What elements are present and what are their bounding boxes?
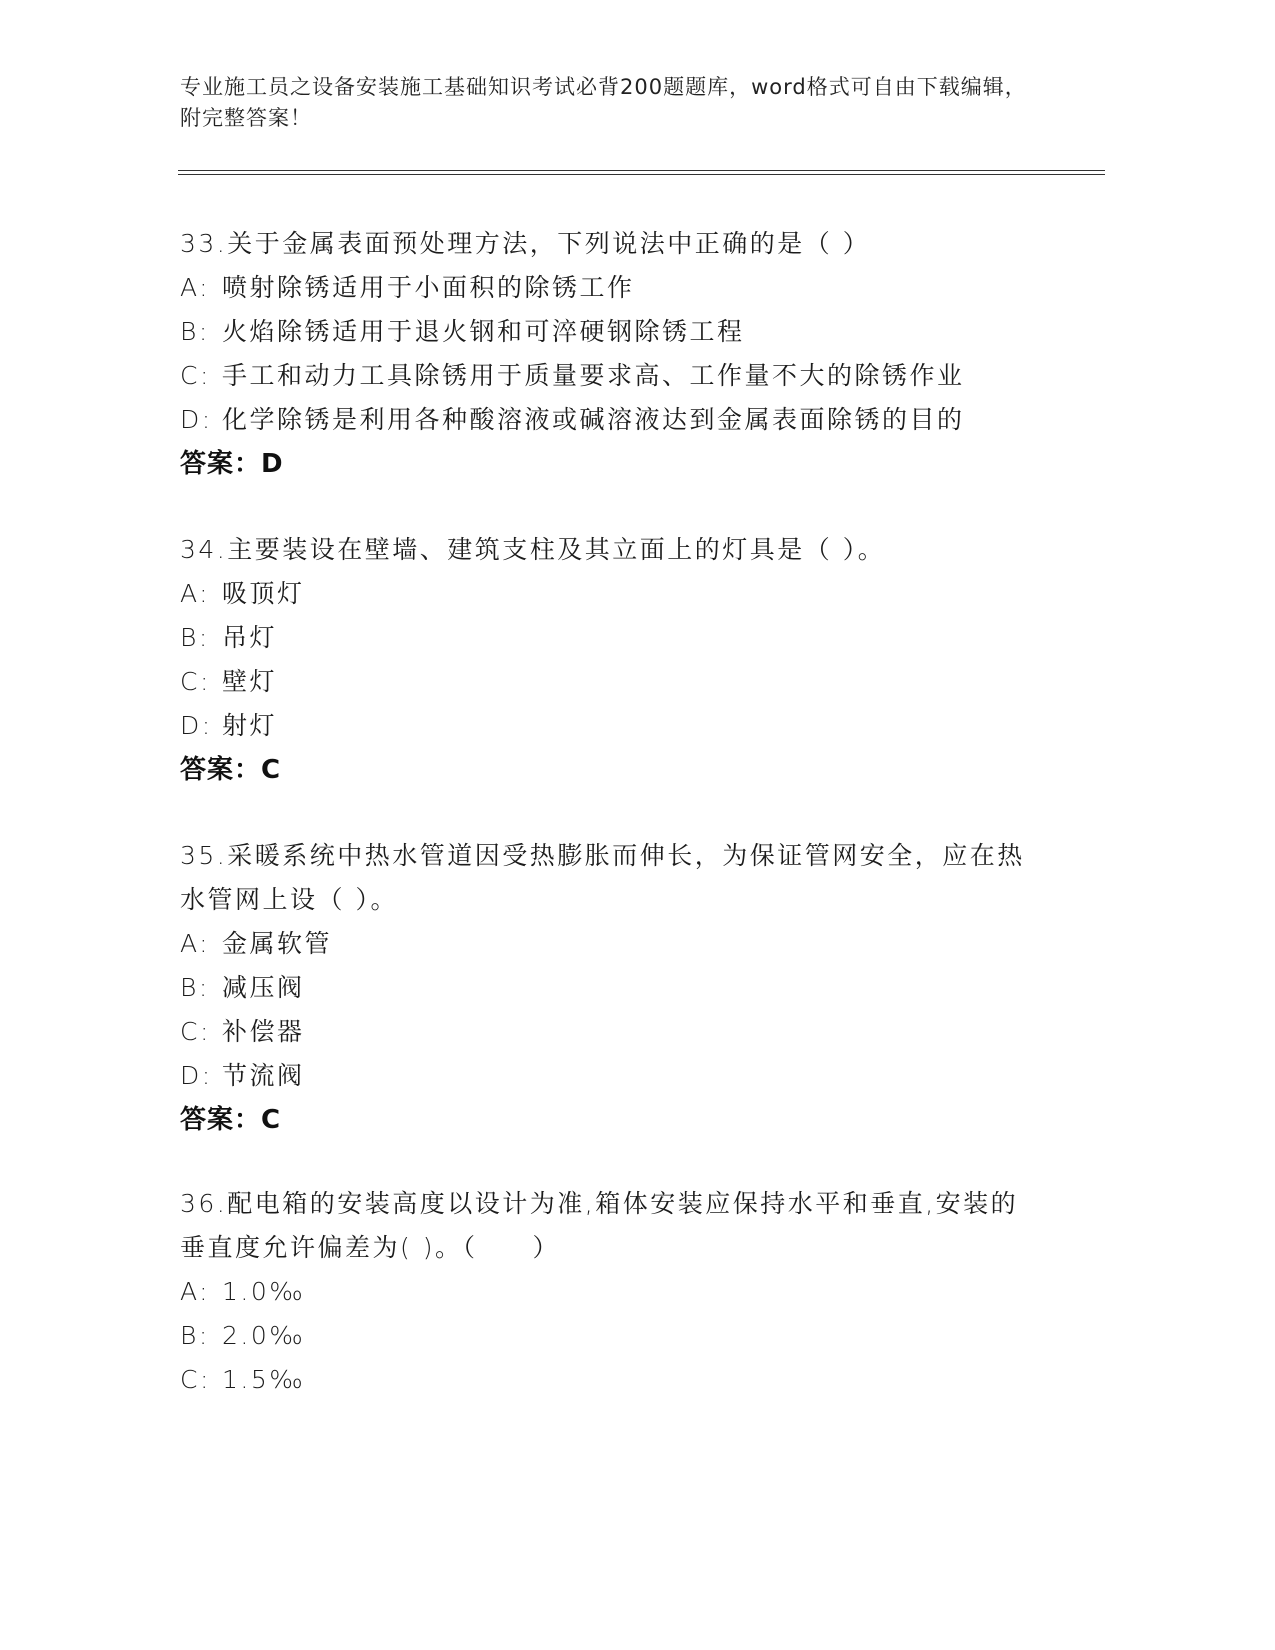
question-33: [180, 222, 1040, 486]
option-a: [180, 572, 1040, 616]
option-d: [180, 398, 1040, 442]
option-label: A:: [180, 1277, 211, 1306]
option-label: D:: [180, 1061, 213, 1090]
option-text: 手工和动力工具除锈用于质量要求高、工作量不大的除锈作业: [222, 361, 965, 390]
option-text: 化学除锈是利用各种酸溶液或碱溶液达到金属表面除锈的目的: [222, 405, 965, 434]
option-text: 火焰除锈适用于退火钢和可淬硬钢除锈工程: [222, 317, 745, 346]
option-text: 节流阀: [222, 1061, 305, 1090]
question-text: 33.关于金属表面预处理方法，下列说法中正确的是（ ）: [180, 229, 871, 258]
answer-text: 答案：C: [180, 755, 282, 785]
question-34: [180, 528, 1040, 792]
option-text: 金属软管: [222, 929, 333, 958]
option-label: B:: [180, 623, 210, 652]
document-header-text: 专业施工员之设备安装施工基础知识考试必背200题题库，word格式可自由下载编辑，附完整答案！: [180, 75, 1027, 130]
answer-text: 答案：C: [180, 1105, 282, 1135]
question-text: 34.主要装设在壁墙、建筑支柱及其立面上的灯具是（ ）。: [180, 535, 886, 564]
option-c: [180, 354, 1040, 398]
option-label: C:: [180, 1365, 211, 1394]
option-label: B:: [180, 973, 210, 1002]
option-c: [180, 1010, 1040, 1054]
option-label: D:: [180, 405, 213, 434]
option-text: 射灯: [222, 711, 278, 740]
question-35: [180, 834, 1040, 1142]
option-label: A:: [180, 929, 211, 958]
option-text: 壁灯: [222, 667, 278, 696]
option-a: [180, 1270, 1040, 1314]
option-label: A:: [180, 273, 211, 302]
header-divider-line: [178, 174, 1105, 175]
option-c: [180, 660, 1040, 704]
option-text: 2.0‰: [222, 1321, 306, 1350]
option-c: [180, 1358, 1040, 1402]
option-text: 1.0‰: [222, 1277, 306, 1306]
question-text: 35.采暖系统中热水管道因受热膨胀而伸长，为保证管网安全，应在热水管网上设（ ）。: [180, 841, 1025, 914]
option-label: A:: [180, 579, 211, 608]
option-b: [180, 616, 1040, 660]
option-label: B:: [180, 317, 210, 346]
question-text: 36.配电箱的安装高度以设计为准,箱体安装应保持水平和垂直,安装的垂直度允许偏差为( )。（ ）: [180, 1189, 1019, 1262]
header-divider-line: [178, 170, 1105, 171]
option-d: [180, 1054, 1040, 1098]
option-label: B:: [180, 1321, 210, 1350]
option-text: 喷射除锈适用于小面积的除锈工作: [222, 273, 635, 302]
answer-text: 答案：D: [180, 449, 284, 479]
option-text: 补偿器: [222, 1017, 305, 1046]
option-label: D:: [180, 711, 213, 740]
option-a: [180, 922, 1040, 966]
option-text: 吸顶灯: [222, 579, 305, 608]
option-b: [180, 966, 1040, 1010]
option-text: 1.5‰: [222, 1365, 306, 1394]
option-label: C:: [180, 361, 211, 390]
question-36: [180, 1182, 1040, 1402]
option-d: [180, 704, 1040, 748]
option-text: 吊灯: [222, 623, 278, 652]
option-b: [180, 1314, 1040, 1358]
option-label: C:: [180, 1017, 211, 1046]
option-b: [180, 310, 1040, 354]
option-label: C:: [180, 667, 211, 696]
option-a: [180, 266, 1040, 310]
option-text: 减压阀: [222, 973, 305, 1002]
